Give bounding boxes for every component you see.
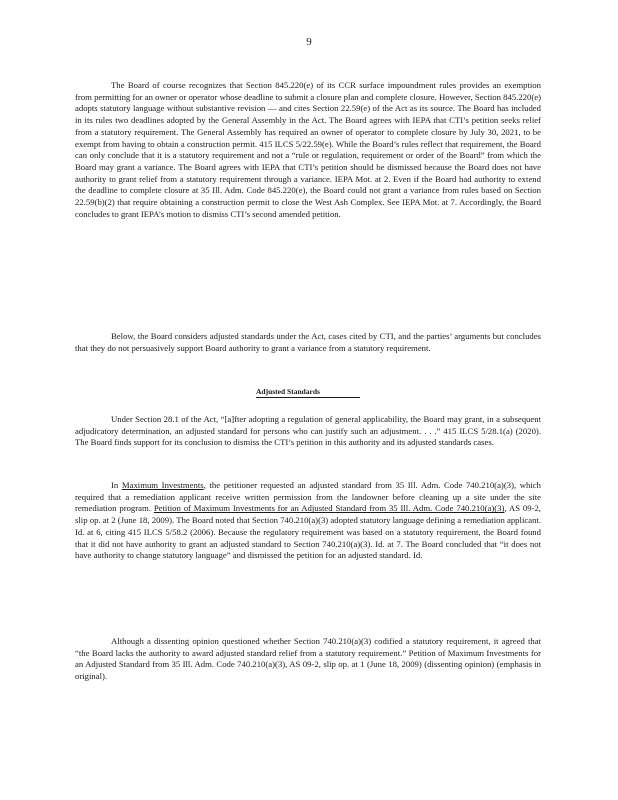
- paragraph-section-28-1: [75, 414, 541, 449]
- paragraph-4-conclusion: , AS 09-2, slip op. at 2 (June 18, 2009). The Board noted that Section 740.210(a)(3) adopted statutory language defining a remediation applicant. Id. at 6, citing 415 ILCS 5/58.2 (2006). Because the regulatory requirement was based on a statutory requirement, the Board found that it did not have authority to grant an adjusted standard to Section 740.210(a)(3). Id. at 7. The Board concluded that “it does not have authority to change statutory language” and dismissed the petition for an adjusted standard. Id.: [75, 503, 541, 561]
- paragraph-below: [75, 331, 541, 354]
- paragraph-5-text: Although a dissenting opinion questioned whether Section 740.210(a)(3) codified a statutory requirement, it agreed that “the Board lacks the authority to award adjusted standard relief from a statutory requirement.” Petition of Maximum Investments for an Adjusted Standard from 35 Ill. Adm. Code 740.210(a)(3), AS 09-2, slip op. at 1 (June 18, 2009) (dissenting opinion) (emphasis in original).: [75, 636, 541, 682]
- section-heading-adjusted-standards: Adjusted Standards: [256, 387, 360, 398]
- case-name-maximum-investments: Maximum Investments: [121, 480, 204, 490]
- paragraph-maximum-investments: [75, 480, 541, 562]
- case-citation: Petition of Maximum Investments for an Adjusted Standard from 35 Ill. Adm. Code 740.210(a)(3): [153, 503, 505, 514]
- paragraph-board-recognizes: [75, 80, 541, 220]
- paragraph-4-intro: In: [111, 480, 122, 490]
- paragraph-2-text: Below, the Board considers adjusted standards under the Act, cases cited by CTI, and the parties’ arguments but concludes that they do not persuasively support Board authority to grant a variance from a statutory requirement.: [75, 331, 541, 353]
- paragraph-3-text: Under Section 28.1 of the Act, “[a]fter adopting a regulation of general applicability, the Board may grant, in a subsequent adjudicatory determination, an adjusted standard for persons who can justify such an adjustment. . . .” 415 ILCS 5/28.1(a) (2020). The Board finds support for its conclusion to dismiss the CTI’s petition in this authority and its adjusted standards cases.: [75, 414, 541, 448]
- paragraph-dissenting-opinion: [75, 636, 541, 683]
- paragraph-4-body: , the petitioner requested an adjusted standard from 35 Ill. Adm. Code 740.210(a)(3), which required that a remediation applicant receive written permission from the landowner before cleaning up a site under the site remediation program.: [75, 480, 541, 514]
- page-number: 9: [306, 36, 312, 48]
- paragraph-1-text: The Board of course recognizes that Section 845.220(e) of its CCR surface impoundment rules provides an exemption from permitting for an owner or operator whose deadline to submit a closure plan and complete closure. However, Section 845.220(e) adopts statutory language without substantive revision — and cites Section 22.59(e) of the Act as its source. The Board has included in its rules two deadlines adopted by the General Assembly in the Act. The Board agrees with IEPA that CTI’s petition seeks relief from a statutory requirement. The General Assembly has required an owner of operator to complete closure by July 30, 2021, to be exempt from having to obtain a construction permit. 415 ILCS 5/22.59(e). While the Board’s rules reflect that requirement, the Board can only conclude that it is a statutory requirement and not a “rule or regulation, requirement or order of the Board” from which the Board may grant a variance. The Board agrees with IEPA that CTI’s petition should be dismissed because the Board does not have authority to grant relief from a statutory requirement through a variance. IEPA Mot. at 2. Even if the Board had authority to extend the deadline to complete closure at 35 Ill. Adm. Code 845.220(e), the Board could not grant a variance from rules based on Section 22.59(b)(2) that require obtaining a construction permit to close the West Ash Complex. See IEPA Mot. at 7. Accordingly, the Board concludes to grant IEPA’s motion to dismiss CTI’s second amended petition.: [75, 80, 541, 219]
